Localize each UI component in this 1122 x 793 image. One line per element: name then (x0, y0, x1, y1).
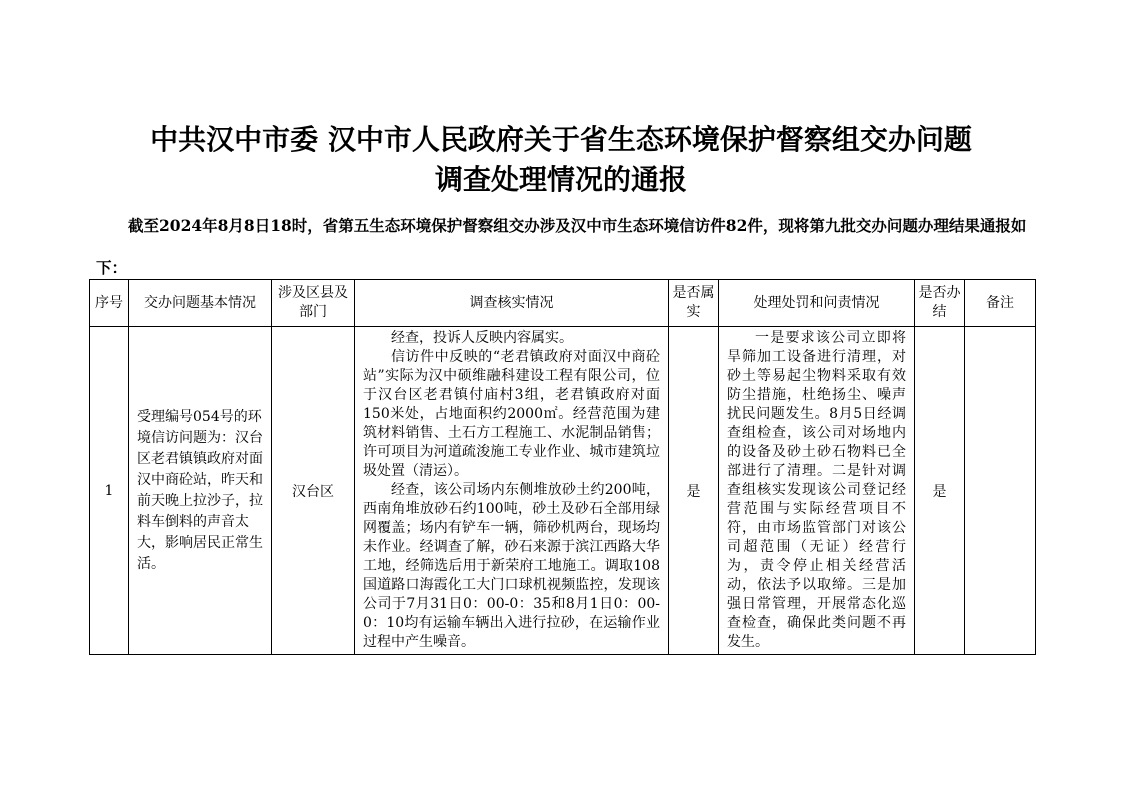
cell-region: 汉台区 (272, 327, 355, 655)
header-closed: 是否办结 (915, 280, 965, 327)
page-title-line-2: 调查处理情况的通报 (434, 163, 687, 196)
investigation-paragraph: 经查，该公司场内东侧堆放砂土约200吨，西南角堆放砂石约100吨，砂土及砂石全部用绿网覆盖；场内有铲车一辆，筛砂机两台，现场均未作业。经调查了解，砂石来源于滨江西路大华工地，经筛选后用于新荣府工地施工。调取108国道路口海霞化工大门口球机视频监控，发现该公司于7月31日0：00-0：35和8月1日0：00-0：10均有运输车辆出入进行拉砂，在运输作业过程中产生噪音。 (363, 482, 660, 650)
cell-closed: 是 (915, 327, 965, 655)
table-header-row (90, 280, 1036, 327)
cell-verified: 是 (669, 327, 719, 655)
header-verified: 是否属实 (669, 280, 719, 327)
header-region: 涉及区县及部门 (272, 280, 355, 327)
handling-paragraph: 一是要求该公司立即将旱筛加工设备进行清理，对砂土等易起尘物料采取有效防尘措施，杜绝扬尘、噪声扰民问题发生。8月5日经调查组检查，该公司对场地内的设备及砂土砂石物料已全部进行了清理。二是针对调查组核实发现该公司登记经营范围与实际经营项目不符，由市场监管部门对该公司超范围（无证）经营行为，责令停止相关经营活动，依法予以取缔。三是加强日常管理，开展常态化巡查检查，确保此类问题不再发生。 (727, 330, 906, 650)
page-title-line-1: 中共汉中市委 汉中市人民政府关于省生态环境保护督察组交办问题 (150, 123, 972, 156)
header-remark: 备注 (965, 280, 1036, 327)
header-basic: 交办问题基本情况 (129, 280, 272, 327)
header-seq: 序号 (90, 280, 129, 327)
report-table (89, 279, 1036, 655)
intro-paragraph: 截至2024年8月8日18时，省第五生态环境保护督察组交办涉及汉中市生态环境信访件82件，现将第九批交办问题办理结果通报如下： (96, 216, 1027, 277)
cell-remark (965, 327, 1036, 655)
cell-investigation (355, 327, 669, 655)
header-handling: 处理处罚和问责情况 (719, 280, 915, 327)
cell-seq: 1 (90, 327, 129, 655)
header-investigation: 调查核实情况 (355, 280, 669, 327)
investigation-paragraph: 信访件中反映的“老君镇政府对面汉中商砼站”实际为汉中硕维融科建设工程有限公司，位于汉台区老君镇付庙村3组，老君镇政府对面150米处，占地面积约2000㎡。经营范围为建筑材料销售、土石方工程施工、水泥制品销售；许可项目为河道疏浚施工专业作业、城市建筑垃圾处置（清运）。 (363, 349, 660, 479)
investigation-paragraph: 经查，投诉人反映内容属实。 (391, 330, 573, 346)
cell-basic: 受理编号054号的环境信访问题为：汉台区老君镇镇政府对面汉中商砼站，昨天和前天晚上拉沙子，拉料车倒料的声音太大，影响居民正常生活。 (129, 327, 272, 655)
table-row (90, 327, 1036, 655)
cell-handling (719, 327, 915, 655)
